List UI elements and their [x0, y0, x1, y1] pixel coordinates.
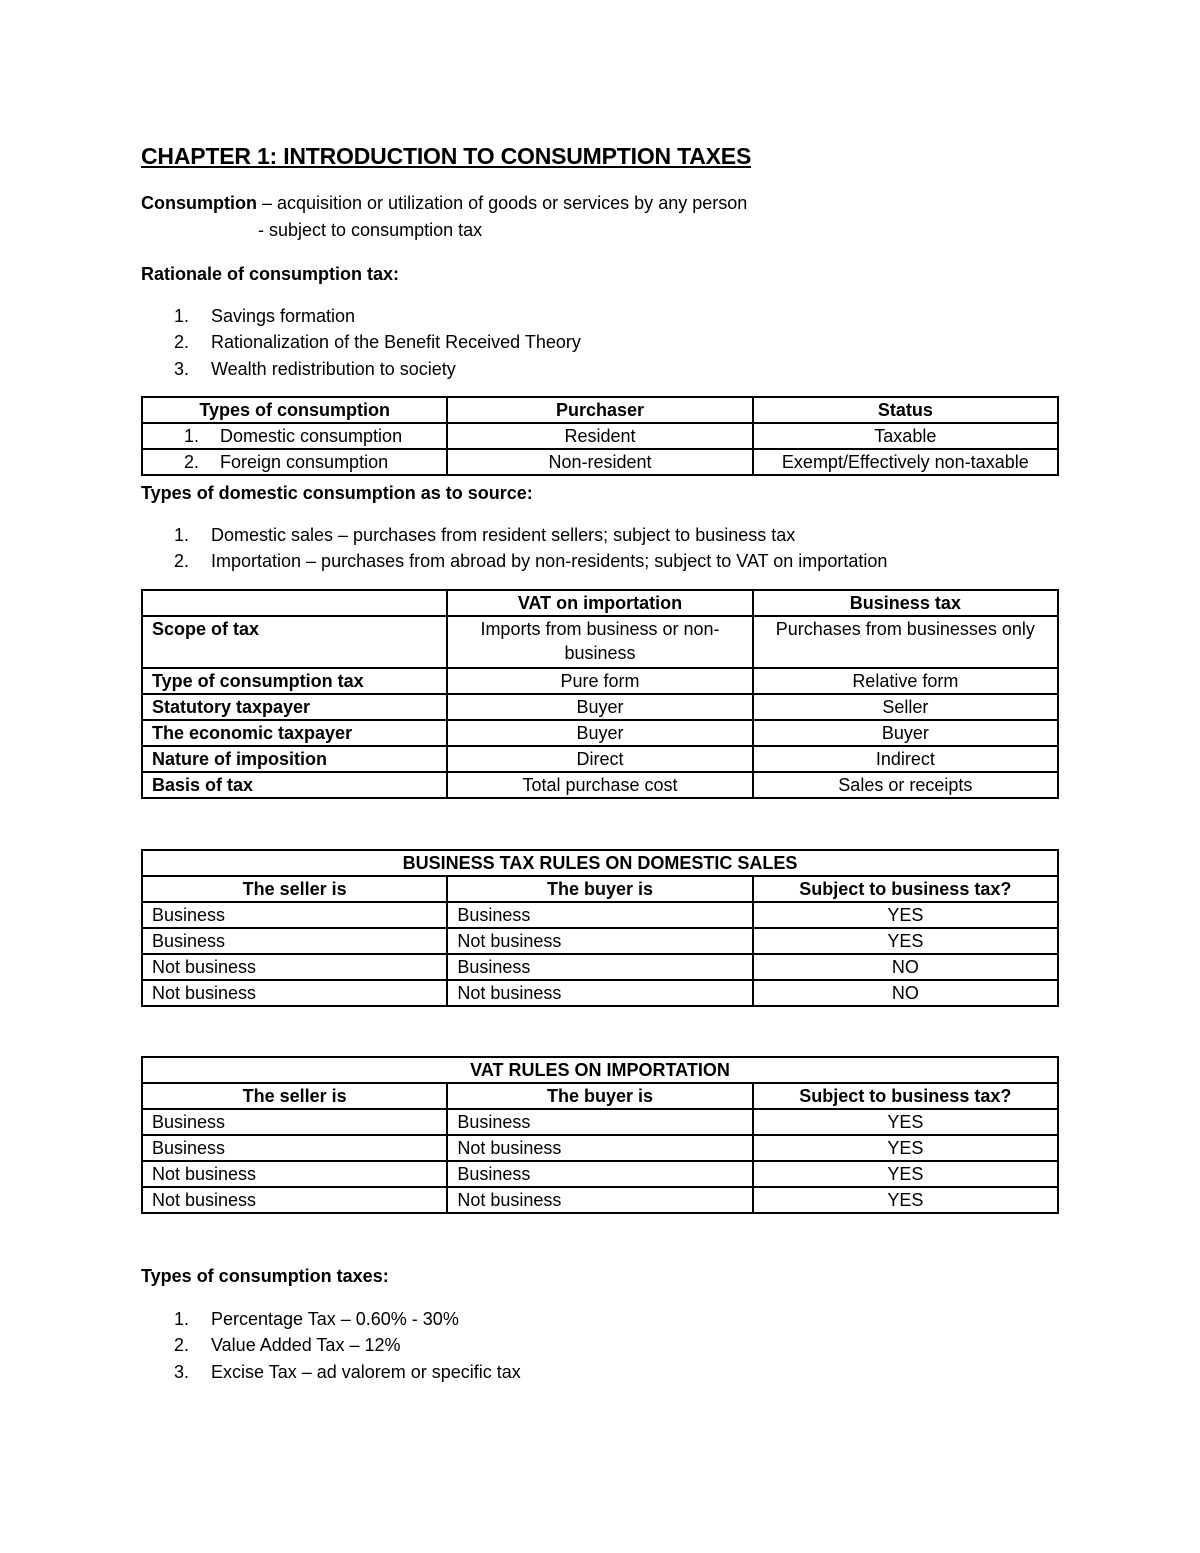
table-row [142, 720, 1058, 746]
table-row [142, 1187, 1058, 1213]
row-number: 1. [184, 426, 200, 446]
vat-rules-table [141, 1056, 1059, 1214]
consumption-term: Consumption [141, 193, 257, 213]
table-row [142, 746, 1058, 772]
table-cell: Sales or receipts [753, 772, 1058, 798]
table-cell: Business [142, 928, 447, 954]
table-row [142, 954, 1058, 980]
table-row [142, 694, 1058, 720]
table-row [142, 1109, 1058, 1135]
table-cell: Not business [447, 928, 752, 954]
table-cell: Exempt/Effectively non-taxable [753, 449, 1058, 475]
column-header: Subject to business tax? [753, 1083, 1058, 1109]
table-cell: NO [753, 954, 1058, 980]
column-header: Subject to business tax? [753, 876, 1058, 902]
table-title-row [142, 850, 1058, 876]
table-cell: Non-resident [447, 449, 752, 475]
consumption-definition-text: – acquisition or utilization of goods or services by any person [256, 193, 748, 213]
row-label: Basis of tax [142, 772, 447, 798]
table-cell: Relative form [753, 668, 1058, 694]
list-item [141, 1306, 521, 1332]
table-cell: Resident [447, 423, 752, 449]
column-header: Status [753, 397, 1058, 423]
list-text: Importation – purchases from abroad by non-residents; subject to VAT on importation [211, 551, 888, 572]
tax-types-list [141, 1306, 521, 1385]
table-row [142, 772, 1058, 798]
list-text: Excise Tax – ad valorem or specific tax [211, 1361, 521, 1382]
consumption-definition [141, 193, 747, 214]
table-title: BUSINESS TAX RULES ON DOMESTIC SALES [142, 850, 1058, 876]
table-row [142, 928, 1058, 954]
list-number: 2. [174, 332, 190, 353]
table-cell: Buyer [447, 720, 752, 746]
list-number: 1. [174, 525, 190, 545]
list-number: 3. [174, 358, 190, 379]
tax-types-heading: Types of consumption taxes: [141, 1266, 389, 1286]
table-header-row [142, 397, 1058, 423]
column-header: Business tax [753, 590, 1058, 616]
row-label: The economic taxpayer [142, 720, 447, 746]
column-header: VAT on importation [447, 590, 752, 616]
table-cell: Pure form [447, 668, 752, 694]
table-cell: Purchases from businesses only [753, 616, 1058, 668]
row-label: Type of consumption tax [142, 668, 447, 694]
table-cell [142, 423, 447, 449]
column-header: The buyer is [447, 1083, 752, 1109]
table-cell: Imports from business or non-business [447, 616, 752, 668]
column-header: The seller is [142, 876, 447, 902]
table-cell: Business [142, 1135, 447, 1161]
table-cell: Seller [753, 694, 1058, 720]
consumption-types-table [141, 396, 1059, 476]
consumption-note: - subject to consumption tax [258, 220, 483, 240]
domestic-sources-heading: Types of domestic consumption as to source: [141, 483, 533, 503]
business-tax-rules-table [141, 849, 1059, 1007]
table-row [142, 616, 1058, 668]
list-text: Domestic sales – purchases from resident sellers; subject to business tax [211, 525, 796, 545]
table-cell: Not business [447, 1135, 752, 1161]
list-text: Savings formation [211, 306, 356, 326]
table-header-row [142, 1083, 1058, 1109]
cell-text: Domestic consumption [220, 426, 403, 446]
table-cell: Not business [142, 1187, 447, 1213]
table-cell: Buyer [447, 694, 752, 720]
rationale-list [141, 303, 581, 382]
table-cell: Business [447, 954, 752, 980]
page-title: CHAPTER 1: INTRODUCTION TO CONSUMPTION TAXES [141, 143, 752, 169]
list-item [141, 303, 581, 329]
table-cell: Business [447, 1161, 752, 1187]
table-row [142, 902, 1058, 928]
list-item [141, 522, 887, 548]
table-row [142, 668, 1058, 694]
table-row [142, 980, 1058, 1006]
table-row [142, 1161, 1058, 1187]
table-row [142, 423, 1058, 449]
list-number: 1. [174, 1309, 190, 1329]
list-item [141, 329, 581, 355]
list-number: 3. [174, 1361, 190, 1382]
list-text: Rationalization of the Benefit Received Theory [211, 332, 581, 353]
table-cell: Direct [447, 746, 752, 772]
table-row [142, 1135, 1058, 1161]
table-cell: Business [447, 1109, 752, 1135]
table-cell: YES [753, 1161, 1058, 1187]
row-number: 2. [184, 452, 200, 472]
table-cell [142, 449, 447, 475]
table-cell: Not business [447, 1187, 752, 1213]
list-item [141, 1359, 521, 1385]
list-item [141, 356, 581, 382]
list-number: 2. [174, 1335, 190, 1356]
table-title-row [142, 1057, 1058, 1083]
table-cell: Not business [447, 980, 752, 1006]
table-cell: Buyer [753, 720, 1058, 746]
table-cell: Business [142, 902, 447, 928]
column-header: The buyer is [447, 876, 752, 902]
table-cell: YES [753, 1187, 1058, 1213]
table-cell: YES [753, 928, 1058, 954]
table-row [142, 449, 1058, 475]
list-text: Percentage Tax – 0.60% - 30% [211, 1309, 459, 1329]
list-number: 1. [174, 306, 190, 326]
table-cell: Not business [142, 1161, 447, 1187]
list-item [141, 548, 887, 574]
table-header-row [142, 876, 1058, 902]
table-cell: Not business [142, 980, 447, 1006]
row-label: Statutory taxpayer [142, 694, 447, 720]
vat-vs-business-tax-table [141, 589, 1059, 799]
table-cell: Not business [142, 954, 447, 980]
table-cell: YES [753, 902, 1058, 928]
row-label: Nature of imposition [142, 746, 447, 772]
list-number: 2. [174, 551, 190, 572]
column-header: Types of consumption [142, 397, 447, 423]
table-title: VAT RULES ON IMPORTATION [142, 1057, 1058, 1083]
domestic-sources-list [141, 522, 887, 575]
table-cell: NO [753, 980, 1058, 1006]
table-cell: Business [447, 902, 752, 928]
row-label: Scope of tax [142, 616, 447, 668]
column-header [142, 590, 447, 616]
column-header: Purchaser [447, 397, 752, 423]
column-header: The seller is [142, 1083, 447, 1109]
table-cell: YES [753, 1135, 1058, 1161]
table-cell: Taxable [753, 423, 1058, 449]
list-text: Wealth redistribution to society [211, 358, 456, 379]
table-cell: Total purchase cost [447, 772, 752, 798]
table-cell: Business [142, 1109, 447, 1135]
table-cell: Indirect [753, 746, 1058, 772]
table-header-row [142, 590, 1058, 616]
list-item [141, 1332, 521, 1358]
cell-text: Foreign consumption [220, 452, 389, 472]
rationale-heading: Rationale of consumption tax: [141, 264, 400, 284]
table-cell: YES [753, 1109, 1058, 1135]
list-text: Value Added Tax – 12% [211, 1335, 401, 1356]
